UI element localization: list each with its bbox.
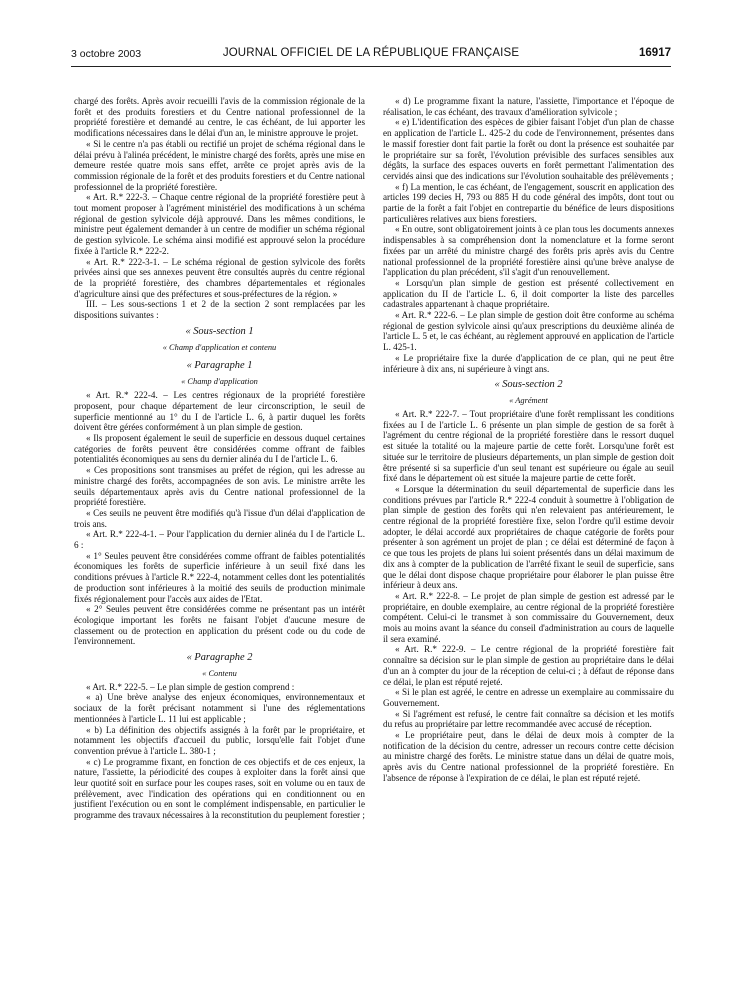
section-heading: « Sous-section 2 — [494, 379, 563, 391]
paragraph: « c) Le programme fixant, en fonction de ces objectifs et de ces enjeux, la nature, l'assiette, la périodicité des coupes à exploiter dans la forêt ainsi que leur quotité soit en surface pour les coupes rases, soit en volume ou en taux de prélèvement, avec l'indication des opérations qui en conditionnent ou en justifient l'exécution ou en sont le complément indispensable, en particulier le programme des travaux nécessaires à la reconstitution du peuplement forestier ; — [74, 756, 365, 821]
paragraph: « Art. R.* 222-4-1. – Pour l'application du dernier alinéa du I de l'article L. 6 : — [74, 529, 365, 551]
paragraph: « Art. R.* 222-6. – Le plan simple de gestion doit être conforme au schéma régional de gestion sylvicole ainsi qu'aux prescriptions du deuxième alinéa de l'article L. 5 et, le cas échéant, au règlement approuvé en application de l'article L. 425-1. — [383, 310, 674, 353]
paragraph: « Ces propositions sont transmises au préfet de région, qui les adresse au ministre chargé des forêts, accompagnées de son avis. Le ministre arrête les seuils départementaux après avis du Centre national professionnel de la propriété forestière. — [74, 465, 365, 508]
paragraph: « Art. R.* 222-3. – Chaque centre régional de la propriété forestière peut à tout moment proposer à l'agrément ministériel des modifications à un schéma régional de gestion sylvicole déjà approuvé. Dans les mêmes conditions, le ministre peut également demander à un centre de modifier un schéma régional de gestion sylvicole. Le schéma ainsi modifié est approuvé selon la procédure fixée à l'article R.* 222-2. — [74, 192, 365, 256]
paragraph: « d) Le programme fixant la nature, l'assiette, l'importance et l'époque de réalisation, le cas échéant, des travaux d'amélioration sylvicole ; — [383, 96, 674, 117]
paragraph: « 1° Seules peuvent être considérées comme offrant de faibles potentialités économiques les forêts de superficie inférieure à un seuil fixé dans les conditions prévues à l'article R.* 222-4, notamment celles dont les potentialités de production sont inférieures à la moitié des seuils de production minimale fixés régionalement pour l'accès aux aides de l'Etat. — [74, 550, 365, 604]
paragraph: « Le propriétaire fixe la durée d'application de ce plan, qui ne peut être inférieure à dix ans, ni supérieure à vingt ans. — [383, 352, 674, 374]
paragraph: III. – Les sous-sections 1 et 2 de la section 2 sont remplacées par les dispositions suivantes : — [74, 299, 365, 321]
section-heading: « Sous-section 1 — [185, 325, 254, 337]
paragraph: « b) La définition des objectifs assignés à la forêt par le propriétaire, et notamment les objectifs d'accueil du public, lorsqu'elle fait l'objet d'une convention prévue à l'article L. 380-1 ; — [74, 724, 365, 756]
header-date: 3 octobre 2003 — [71, 48, 142, 60]
paragraph: « Si l'agrément est refusé, le centre fait connaître sa décision et les motifs du refus au propriétaire par lettre recommandée avec accusé de réception. — [383, 708, 674, 730]
paragraph: « Lorsqu'un plan simple de gestion est présenté collectivement en application du II de l'article L. 6, il doit comporter la liste des parcelles cadastrales appartenant à chaque propriétaire. — [383, 277, 674, 310]
paragraph: « Art. R.* 222-4. – Les centres régionaux de la propriété forestière proposent, pour chaque département de leur circonscription, le seuil de superficie mentionné au 1° du I de l'article L. 6, à partir duquel les forêts doivent être gérées conformément à un plan simple de gestion. — [74, 390, 365, 433]
paragraph: « Art. R.* 222-7. – Tout propriétaire d'une forêt remplissant les conditions fixées au I de l'article L. 6 présente un plan simple de gestion de sa forêt à l'agrément du centre régional de la propriété forestière dans le ressort duquel est située la totalité ou la majeure partie de cette forêt. Lorsqu'une forêt est située sur le territoire de plusieurs départements, un plan simple de gestion doit être présenté si sa superficie d'un seul tenant est supérieure ou égale au seuil fixé dans le département où est située la majeure partie de cette forêt. — [383, 408, 674, 484]
paragraph: « Ils proposent également le seuil de superficie en dessous duquel certaines catégories de forêts peuvent être considérées comme offrant de faibles potentialités économiques au sens du dernier alinéa du I de l'article L. 6. — [74, 432, 365, 465]
section-heading: « Paragraphe 1 — [186, 360, 253, 372]
paragraph: « a) Une brève analyse des enjeux économiques, environnementaux et sociaux de la forêt précisant notamment si l'une des réglementations mentionnées à l'article L. 11 lui est applicable ; — [74, 692, 365, 724]
page-header — [71, 46, 671, 64]
paragraph: « Si le centre n'a pas établi ou rectifié un projet de schéma régional dans le délai prévu à l'alinéa précédent, le ministre chargé des forêts, après une mise en demeure restée quatre mois sans effet, arrête ce projet après avis de la commission régionale de la forêt et des produits forestiers et du Centre national professionnel de la propriété forestière. — [74, 138, 365, 192]
paragraph: « Ces seuils ne peuvent être modifiés qu'à l'issue d'un délai d'application de trois ans. — [74, 507, 365, 529]
left-column — [74, 96, 365, 821]
section-heading: « Champ d'application — [181, 377, 258, 387]
paragraph: « f) La mention, le cas échéant, de l'engagement, souscrit en application des articles 199 decies H, 793 ou 885 H du code général des impôts, dont tout ou partie de la forêt a fait l'objet en contrepartie du bénéfice de leurs dispositions particulières relatives aux biens forestiers. — [383, 181, 674, 224]
paragraph: « En outre, sont obligatoirement joints à ce plan tous les documents annexes indispensables à sa compréhension dont la nomenclature et la forme seront fixées par un arrêté du ministre chargé des forêts pris après avis du Centre national professionnel de la propriété forestière ainsi qu'une brève analyse de l'application du plan précédent, s'il s'agit d'un renouvellement. — [383, 224, 674, 278]
right-column — [383, 96, 674, 784]
paragraph: chargé des forêts. Après avoir recueilli l'avis de la commission régionale de la forêt et des produits forestiers et du Centre national professionnel de la propriété forestière et demandé au centre, le cas échéant, de lui apporter les modifications nécessaires dans le délai d'un an, le ministre approuve le projet. — [74, 96, 365, 139]
paragraph: « e) L'identification des espèces de gibier faisant l'objet d'un plan de chasse en application de l'article L. 425-2 du code de l'environnement, présentes dans le massif forestier dont fait partie la forêt ou dont la présence est souhaitée par le propriétaire sur sa forêt, l'évolution prévisible des surfaces sensibles aux dégâts, la surface des espaces ouverts en forêt permettant l'alimentation des cervidés ainsi que des indications sur l'évolution souhaitable des prélèvements ; — [383, 117, 674, 181]
paragraph: « Art. R.* 222-3-1. – Le schéma régional de gestion sylvicole des forêts privées ainsi que ses annexes peuvent être consultés auprès du centre régional de la propriété forestière, des chambres départementales et régionales d'agriculture ainsi que des préfectures et sous-préfectures de la région. » — [74, 256, 365, 299]
paragraph: « Art. R.* 222-5. – Le plan simple de gestion comprend : — [86, 681, 295, 692]
paragraph: « Art. R.* 222-8. – Le projet de plan simple de gestion est adressé par le propriétaire, en double exemplaire, au centre régional de la propriété forestière compétent. Celui-ci le transmet à son commissaire du Gouvernement, deux mois au moins avant la séance du conseil d'administration au cours de laquelle il sera examiné. — [383, 590, 674, 644]
header-rule — [71, 66, 671, 67]
paragraph: « Art. R.* 222-9. – Le centre régional de la propriété forestière fait connaître sa décision sur le plan simple de gestion au propriétaire dans le délai d'un an à compter du jour de la réception de celui-ci ; à défaut de réponse dans ce délai, le plan est réputé rejeté. — [383, 644, 674, 687]
paragraph: « Le propriétaire peut, dans le délai de deux mois à compter de la notification de la décision du centre, adresser un recours contre cette décision au ministre chargé des forêts. Le ministre statue dans un délai de quatre mois, après avis du Centre national professionnel de la propriété forestière. En l'absence de réponse à l'expiration de ce délai, le plan est réputé rejeté. — [383, 730, 674, 783]
paragraph: « Si le plan est agréé, le centre en adresse un exemplaire au commissaire du Gouvernement. — [383, 687, 674, 708]
section-heading: « Champ d'application et contenu — [162, 342, 277, 352]
header-page-number: 16917 — [639, 47, 671, 59]
section-heading: « Paragraphe 2 — [186, 652, 253, 664]
section-heading: « Agrément — [509, 396, 548, 406]
paragraph: « 2° Seules peuvent être considérées comme ne présentant pas un intérêt écologique important les forêts ne faisant l'objet d'aucune mesure de classement ou de protection en application du présent code ou du code de l'environnement. — [74, 604, 365, 647]
header-title: JOURNAL OFFICIEL DE LA RÉPUBLIQUE FRANÇAISE — [222, 47, 520, 59]
paragraph: « Lorsque la détermination du seuil départemental de superficie dans les conditions prévues par l'article R.* 222-4 conduit à soumettre à l'obligation de plan simple de gestion des forêts qui n'en relevaient pas antérieurement, le centre régional de la propriété forestière fixe, selon l'ordre qu'il estime devoir adopter, le délai accordé aux propriétaires de chaque catégorie de forêts pour présenter à son agrément un projet de plan ; ce délai est déterminé de façon à ce que tous les projets de plans lui soient présentés dans un délai maximum de dix ans à compter de la publication de l'arrêté fixant le seuil de superficie, sans que le délai dont dispose chaque propriétaire pour élaborer le plan puisse être inférieur à deux ans. — [383, 483, 674, 591]
section-heading: « Contenu — [202, 669, 237, 679]
